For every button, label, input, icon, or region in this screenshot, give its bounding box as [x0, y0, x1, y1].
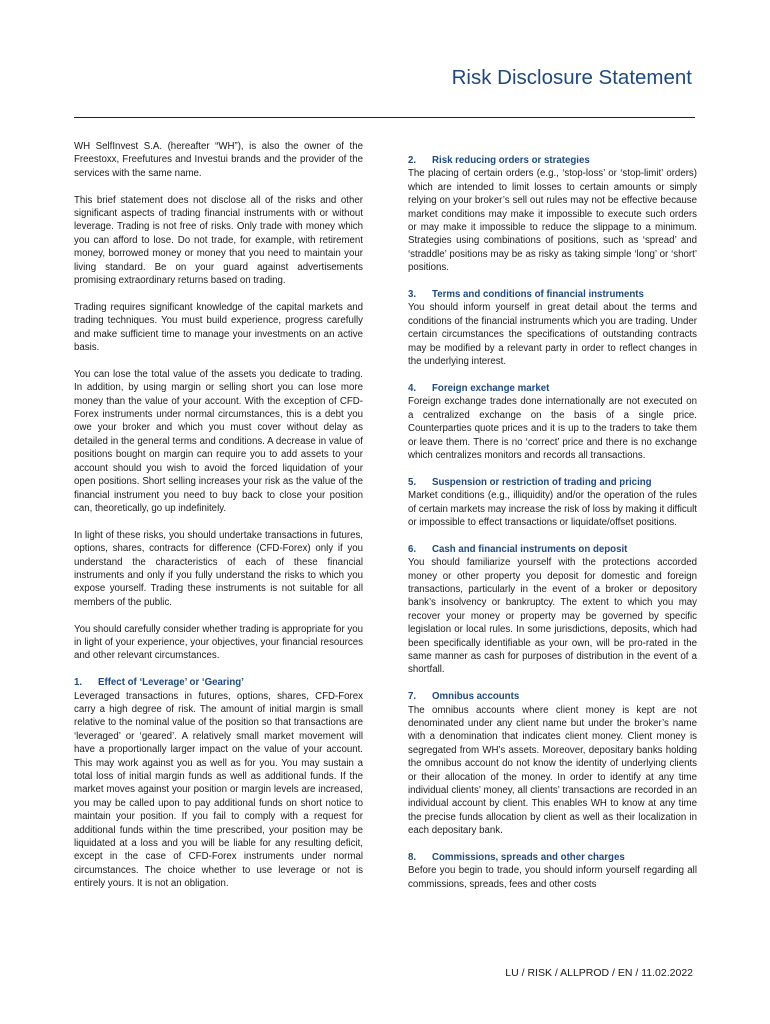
section-terms-conditions [408, 288, 697, 368]
section-title: Suspension or restriction of trading and pricing [432, 476, 652, 488]
section-leverage [74, 676, 363, 891]
section-suspension [408, 476, 697, 530]
intro-paragraph: WH SelfInvest S.A. (hereafter “WH”), is also the owner of the Freestoxx, Freefutures and Investui brands and the provider of the services with the same name. [74, 141, 363, 179]
section-number: 8. [408, 852, 417, 864]
section-title: Cash and financial instruments on deposit [432, 543, 628, 555]
section-body: The omnibus accounts where client money is kept are not denominated under any client name but under the broker’s name with a denomination that indicates client money. Client money is segregated from WH’s assets. Moreover, depositary banks holding the omnibus account do not know the identity of underlying clients or their allocation of the money. In order to identify at any time individual clients’ money, all clients’ transactions are recorded in an individual account by client. This enables WH to know at any time the precise funds allocation by client as well as their localization in each depositary bank. [408, 704, 697, 837]
section-foreign-exchange [408, 382, 697, 462]
right-column [408, 154, 697, 905]
intro-paragraph: You should carefully consider whether trading is appropriate for you in light of your experience, your objectives, your financial resources and other relevant circumstances. [74, 623, 363, 662]
intro-paragraph: In light of these risks, you should undertake transactions in futures, options, shares, contracts for difference (CFD-Forex) only if you understand the characteristics of each of these financial instruments and only if you fully understand the risks to which you expose yourself. Trading these instruments is not suitable for all members of the public. [74, 529, 363, 608]
section-heading [408, 690, 697, 703]
section-number: 5. [408, 476, 417, 488]
section-risk-reducing-orders [408, 154, 697, 275]
section-title: Effect of ‘Leverage’ or ‘Gearing’ [98, 677, 244, 689]
section-omnibus-accounts [408, 690, 697, 837]
section-body: Foreign exchange trades done internationally are not executed on a centralized exchange on the basis of a single price. Counterparties quote prices and it is up to the traders to take them or leave them. There is no ‘correct’ price and there is no exchange which centralizes monitors and records all transactions. [408, 396, 697, 461]
section-number: 3. [408, 289, 417, 301]
section-heading [408, 543, 697, 556]
section-title: Risk reducing orders or strategies [432, 155, 590, 166]
section-heading [408, 288, 697, 301]
left-column [74, 140, 363, 904]
section-commissions [408, 851, 697, 891]
section-number: 7. [408, 691, 417, 703]
section-body: You should familiarize yourself with the protections accorded money or other property you deposit for domestic and foreign transactions, particularly in the event of a broker or depository bank’s insolvency or bankruptcy. The extent to which you may recover your money or property may be governed by specific legislation or local rules. In some jurisdictions, deposits, which had been specifically identifiable as your own, will be pro-rated in the same manner as cash for purposes of distribution in the event of a shortfall. [408, 557, 697, 676]
section-title: Omnibus accounts [432, 691, 520, 703]
title-divider [74, 117, 695, 118]
section-heading [74, 676, 363, 689]
section-heading [408, 154, 697, 167]
section-cash-deposit [408, 543, 697, 677]
section-number: 6. [408, 543, 417, 555]
document-reference: LU / RISK / ALLPROD / EN / 11.02.2022 [505, 967, 693, 979]
intro-paragraph: Trading requires significant knowledge of the capital markets and trading techniques. You must build experience, progress carefully and make sufficient time to manage your investments on an active basis. [74, 301, 363, 354]
intro-paragraph: This brief statement does not disclose all of the risks and other significant aspects of trading financial instruments with or without leverage. Trading is not free of risks. Only trade with money which you can afford to lose. Do not trade, for example, with retirement money, borrowed money or money that you need to maintain your living standard. Be on your guard against advertisements promising extraordinary returns based on trading. [74, 194, 363, 287]
page-title: Risk Disclosure Statement [451, 66, 692, 89]
section-title: Commissions, spreads and other charges [432, 852, 625, 864]
section-heading [408, 851, 697, 864]
section-heading [408, 382, 697, 395]
section-body: The placing of certain orders (e.g., ‘stop-loss’ or ‘stop-limit’ orders) which are intended to limit losses to certain amounts or simply relying on your broker’s sell out rules may not be effective because market conditions may make it impossible to execute such orders or may make it impossible to reduce the slippage to a minimum. Strategies using combinations of positions, such as ‘spread’ and ‘straddle’ positions may be as risky as taking simple ‘long’ or ‘short’ positions. [408, 168, 697, 274]
section-title: Terms and conditions of financial instruments [432, 289, 644, 301]
section-body: Leveraged transactions in futures, options, shares, CFD-Forex carry a high degree of risk. The amount of initial margin is small relative to the nominal value of the position so that transactions are ‘leveraged’ or ‘geared’. A relatively small market movement will have a proportionally larger impact on the value of your account. This may work against you as well as for you. You may sustain a total loss of initial margin funds as well as additional funds. If the market moves against your position or margin levels are increased, you may be called upon to pay additional funds on short notice to maintain your position. If you fail to comply with a request for additional funds within the time prescribed, your position may be liquidated at a loss and you will be liable for any resulting deficit, except in the case of CFD-Forex instruments under normal circumstances. The choice whether to use leverage or not is entirely yours. It is not an obligation. [74, 690, 363, 890]
section-number: 2. [408, 155, 417, 166]
section-number: 1. [74, 677, 83, 689]
section-heading [408, 476, 697, 489]
section-body: Market conditions (e.g., illiquidity) and/or the operation of the rules of certain markets may increase the risk of loss by making it difficult or impossible to effect transactions or liquidate/offset positions. [408, 490, 697, 528]
section-number: 4. [408, 382, 417, 394]
section-body: You should inform yourself in great detail about the terms and conditions of the financial instruments which you are trading. Under certain circumstances the specifications of outstanding contracts may be modified by a relevant party in order to reflect changes in the underlying interest. [408, 302, 697, 368]
section-title: Foreign exchange market [432, 382, 550, 394]
intro-paragraph: You can lose the total value of the assets you dedicate to trading. In addition, by using margin or selling short you can lose more money than the value of your account. With the exception of CFD-Forex instruments under normal circumstances, this is a debt you owe your broker and which you must cover without delay as detailed in the general terms and conditions. A decrease in value of positions bought on margin can require you to add assets to your account should you wish to avoid the forced liquidation of your open positions. Short selling increases your risk as the value of the financial instrument you need to buy back to close your position can, theoretically, go up indefinitely. [74, 368, 363, 514]
section-body: Before you begin to trade, you should inform yourself regarding all commissions, spreads, fees and other costs [408, 865, 697, 890]
